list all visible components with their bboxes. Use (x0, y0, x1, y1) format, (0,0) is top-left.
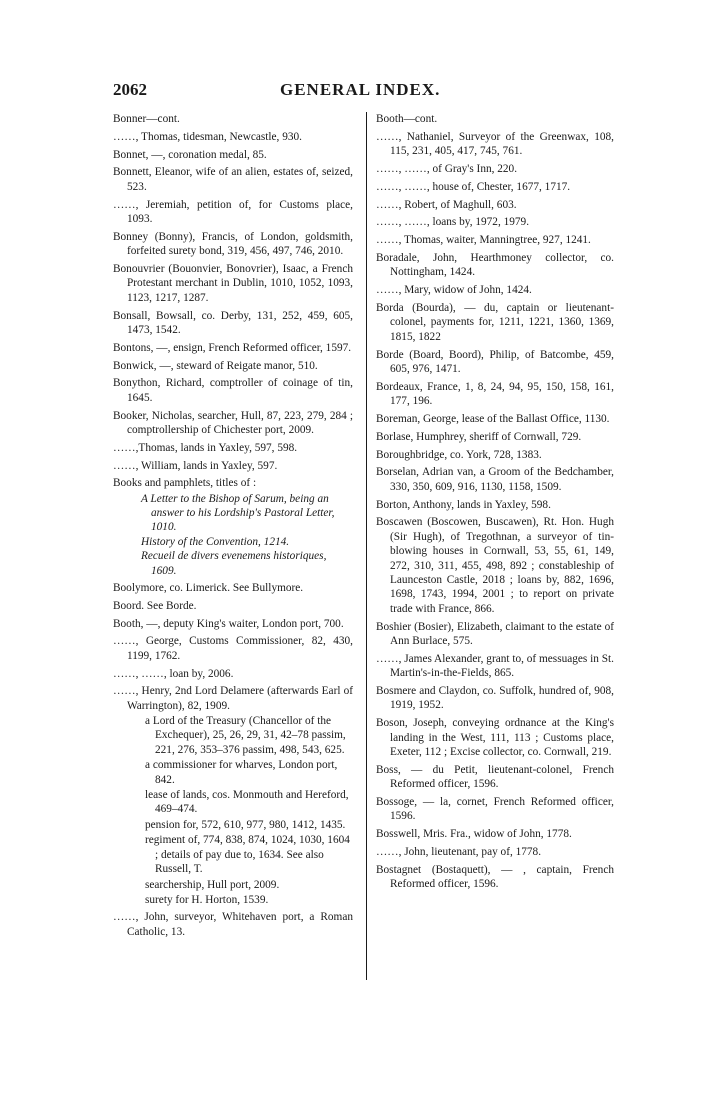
index-entry: searchership, Hull port, 2009. (145, 878, 280, 891)
index-entry: Bontons, —, ensign, French Reformed officer, 1597. (113, 341, 352, 354)
index-entry: ……, Jeremiah, petition of, for Customs place, 1093. (113, 198, 353, 225)
index-entry: Bonython, Richard, comptroller of coinage of tin, 1645. (113, 377, 353, 404)
index-entry: Bonsall, Bowsall, co. Derby, 131, 252, 459, 605, 1473, 1542. (113, 309, 353, 337)
index-entry: Boscawen (Boscowen, Buscawen), Rt. Hon. Hugh (Sir Hugh), of Tregothnan, a surveyor of tin-blowing houses in Cornwall, 53, 55, 61, 149, 272, 310, 311, 455, 498, 892 ; constableship of Launceston Castle, 2018 ; loans by, 882, 1696, 1698, 1743, 1994, 2001 ; to report on private trade with France, 866. (376, 516, 614, 615)
index-entry: Borton, Anthony, lands in Yaxley, 598. (376, 498, 551, 511)
index-entry: ……, William, lands in Yaxley, 597. (113, 459, 278, 472)
index-entry: lease of lands, cos. Monmouth and Hereford, 469–474. (145, 789, 349, 816)
index-entry: Recueil de divers evenemens historiques, 1609. (141, 550, 327, 577)
index-entry: Boreman, George, lease of the Ballast Office, 1130. (376, 413, 610, 425)
index-entry: Bonnett, Eleanor, wife of an alien, estates of, seized, 523. (113, 166, 353, 193)
index-entry: Boradale, John, Hearthmoney collector, co. Nottingham, 1424. (376, 251, 614, 279)
index-entry: ……, Robert, of Maghull, 603. (376, 198, 517, 211)
index-entry: Bonwick, —, steward of Reigate manor, 510. (113, 359, 318, 372)
index-entry: A Letter to the Bishop of Sarum, being an answer to his Lordship's Pastoral Letter, 1010. (141, 492, 335, 534)
index-entry: Boolymore, co. Limerick. See Bullymore. (113, 582, 304, 595)
index-entry: pension for, 572, 610, 977, 980, 1412, 1435. (145, 818, 346, 831)
index-entry: Bordeaux, France, 1, 8, 24, 94, 95, 150, 158, 161, 177, 196. (376, 380, 614, 408)
index-entry: Booth, —, deputy King's waiter, London port, 700. (113, 617, 344, 630)
index-entry: ……, Thomas, waiter, Manningtree, 927, 1241. (376, 234, 591, 247)
index-entry: Boord. See Borde. (113, 599, 197, 612)
page-number: 2062 (113, 80, 147, 99)
index-entry: Bonney (Bonny), Francis, of London, goldsmith, forfeited surety bond, 319, 456, 497, 746, 2010. (113, 230, 353, 258)
index-column-left (113, 112, 353, 943)
index-entry: a Lord of the Treasury (Chancellor of the Exchequer), 25, 26, 29, 31, 42–78 passim, 221, 276, 353–376 passim, 498, 543, 625. (145, 715, 346, 756)
index-entry: Bosswell, Mris. Fra., widow of John, 1778. (376, 828, 572, 841)
index-entry: Bonner—cont. (113, 113, 180, 125)
index-entry: regiment of, 774, 838, 874, 1024, 1030, 1604 ; details of pay due to, 1634. See also Russell, T. (145, 834, 350, 876)
index-entry: a commissioner for wharves, London port, 842. (145, 759, 338, 786)
index-entry: Booker, Nicholas, searcher, Hull, 87, 223, 279, 284 ; comptrollership of Chichester port, 2009. (113, 409, 353, 437)
index-entry: Borlase, Humphrey, sheriff of Cornwall, 729. (376, 430, 582, 443)
index-entry: surety for H. Horton, 1539. (145, 893, 269, 906)
index-entry: Borselan, Adrian van, a Groom of the Bedchamber, 330, 350, 609, 916, 1130, 1158, 1509. (376, 466, 614, 493)
index-entry: Bosmere and Claydon, co. Suffolk, hundred of, 908, 1919, 1952. (376, 685, 614, 712)
index-entry: ……, George, Customs Commissioner, 82, 430, 1199, 1762. (113, 635, 353, 662)
index-entry: Boss, — du Petit, lieutenant-colonel, French Reformed officer, 1596. (376, 763, 614, 791)
index-entry: ……,Thomas, lands in Yaxley, 597, 598. (113, 441, 298, 454)
index-entry: Bonouvrier (Bouonvier, Bonovrier), Isaac, a French Protestant merchant in Dublin, 1010, 1052, 1093, 1123, 1217, 1287. (113, 263, 353, 304)
index-entry: ……, James Alexander, grant to, of messuages in St. Martin's-in-the-Fields, 865. (376, 652, 614, 680)
index-entry: Bostagnet (Bostaquett), — , captain, French Reformed officer, 1596. (376, 863, 614, 891)
index-column-right (376, 112, 614, 895)
index-entry: Boshier (Bosier), Elizabeth, claimant to the estate of Ann Burlace, 575. (376, 620, 614, 648)
index-entry: ……, John, lieutenant, pay of, 1778. (376, 846, 542, 859)
column-divider (366, 112, 367, 980)
running-head: GENERAL INDEX. (280, 80, 441, 99)
index-entry: ……, Mary, widow of John, 1424. (376, 284, 532, 297)
index-entry: Borda (Bourda), — du, captain or lieutenant-colonel, payments for, 1211, 1221, 1360, 1369, 1815, 1822 (376, 301, 614, 343)
index-entry: Booth—cont. (376, 113, 438, 125)
index-entry: ……, Nathaniel, Surveyor of the Greenwax, 108, 115, 231, 405, 417, 745, 761. (376, 130, 614, 158)
index-entry: Bonnet, —, coronation medal, 85. (113, 148, 267, 161)
index-entry: Books and pamphlets, titles of : (113, 477, 257, 490)
index-entry: Boroughbridge, co. York, 728, 1383. (376, 448, 542, 461)
index-entry: ……, ……, of Gray's Inn, 220. (376, 163, 518, 175)
index-entry: Boson, Joseph, conveying ordnance at the King's landing in the West, 111, 113 ; Customs place, Exeter, 112 ; Excise collector, co. Cornwall, 219. (376, 717, 614, 759)
index-entry: History of the Convention, 1214. (141, 535, 290, 548)
index-entry: Borde (Board, Boord), Philip, of Batcombe, 459, 605, 976, 1471. (376, 348, 614, 375)
index-entry: ……, Thomas, tidesman, Newcastle, 930. (113, 130, 302, 143)
index-entry: ……, ……, loans by, 1972, 1979. (376, 216, 530, 229)
index-entry: ……, ……, house of, Chester, 1677, 1717. (376, 180, 571, 193)
index-entry: ……, John, surveyor, Whitehaven port, a Roman Catholic, 13. (113, 911, 353, 938)
index-entry: ……, Henry, 2nd Lord Delamere (afterwards Earl of Warrington), 82, 1909. (113, 685, 353, 712)
index-entry: Bossoge, — la, cornet, French Reformed officer, 1596. (376, 796, 614, 823)
index-entry: ……, ……, loan by, 2006. (113, 667, 234, 680)
